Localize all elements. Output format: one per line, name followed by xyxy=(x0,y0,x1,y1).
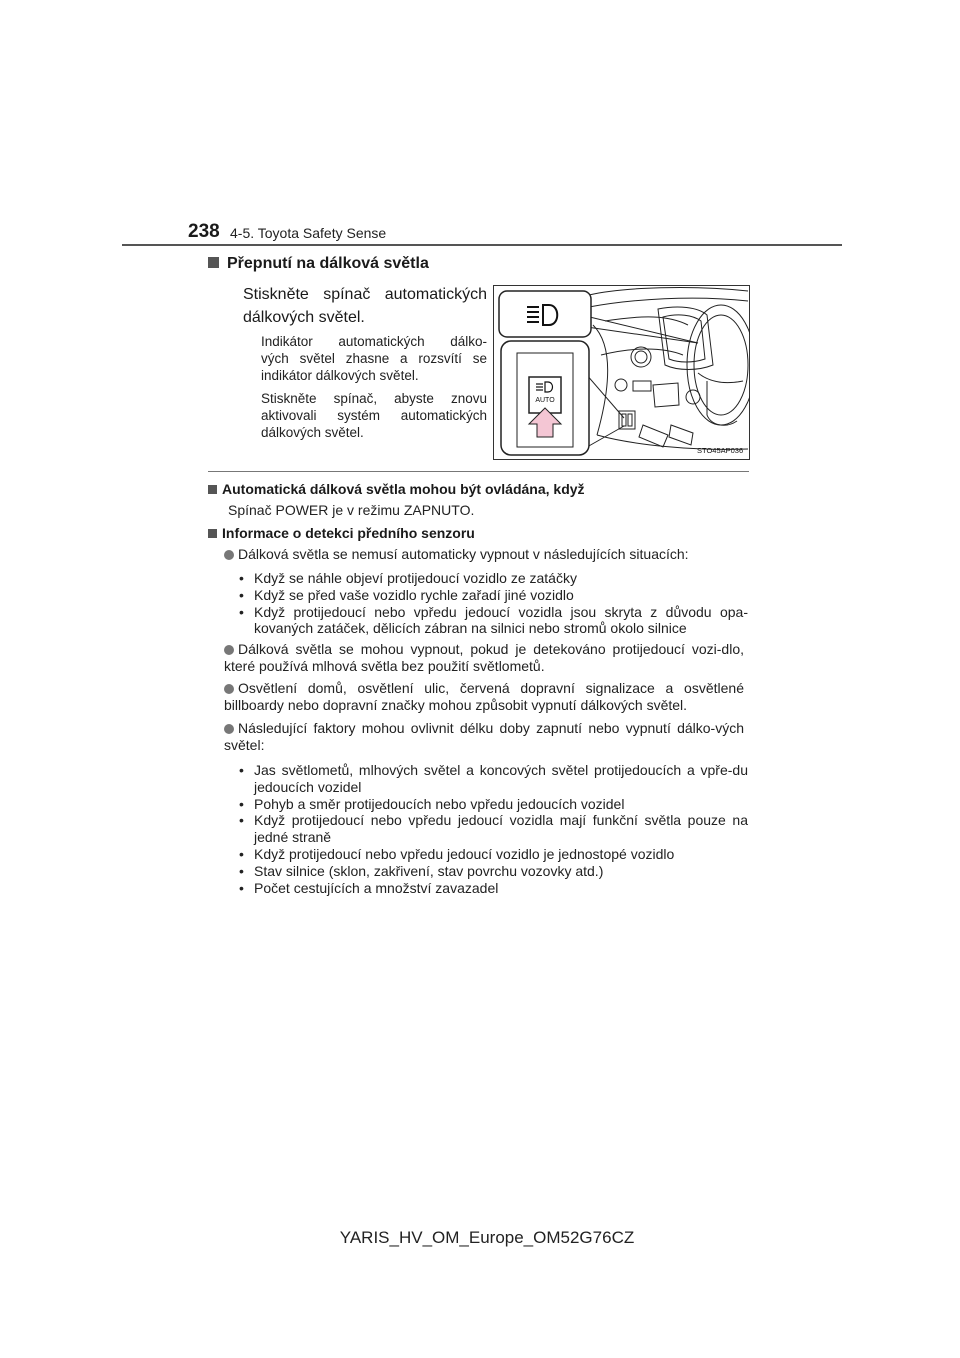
list-item: • Když protijedoucí nebo vpředu jedoucí vozidlo je jednostopé vozidlo xyxy=(238,846,748,863)
header-divider xyxy=(122,244,842,246)
circle-bullet-icon xyxy=(224,550,234,560)
bullet-paragraph xyxy=(224,641,744,675)
list-item: • Pohyb a směr protijedoucích nebo vpředu jedoucích vozidel xyxy=(238,796,748,813)
factor-list xyxy=(238,762,748,896)
circle-bullet-icon xyxy=(224,684,234,694)
step-instruction xyxy=(243,283,487,329)
dashboard-illustration xyxy=(493,285,750,460)
page-number: 238 xyxy=(188,221,220,242)
note-line: dálkových světel. xyxy=(261,425,364,440)
subheading-text: Informace o detekci předního senzoru xyxy=(222,525,475,541)
subheading-sensor xyxy=(208,525,475,541)
note-line: Stiskněte spínač, abyste znovu xyxy=(261,391,487,406)
footer xyxy=(0,1228,960,1248)
section-heading-text: Přepnutí na dálková světla xyxy=(227,255,429,272)
bullet-text: Následující faktory mohou ovlivnit délku doby zapnutí nebo vypnutí dálko-vých světel: xyxy=(224,720,744,753)
list-item: • Když se před vaše vozidlo rychle zařadí jiné vozidlo xyxy=(238,587,748,604)
note-line: indikátor dálkových světel. xyxy=(261,368,419,383)
bullet-paragraph xyxy=(224,680,744,714)
list-item: • Počet cestujících a množství zavazadel xyxy=(238,880,748,897)
note-reactivate xyxy=(261,390,487,441)
step-line: Stiskněte spínač automatických xyxy=(243,286,487,303)
note-indicator xyxy=(261,333,487,384)
chapter-title: 4-5. Toyota Safety Sense xyxy=(230,225,387,241)
condition-text: Spínač POWER je v režimu ZAPNUTO. xyxy=(228,502,475,518)
list-item: • Když protijedoucí nebo vpředu jedoucí vozidla mají funkční světla pouze na jedné straně xyxy=(238,812,748,846)
circle-bullet-icon xyxy=(224,724,234,734)
bullet-text: Dálková světla se mohou vypnout, pokud je detekováno protijedoucí vozi-dlo, které používá mlhová světla bez použití světlometů. xyxy=(224,641,744,674)
bullet-paragraph xyxy=(224,720,744,754)
circle-bullet-icon xyxy=(224,645,234,655)
note-line: aktivovali systém automatických xyxy=(261,408,487,423)
note-line: vých světel zhasne a rozsvítí se xyxy=(261,351,487,366)
subheading-conditions xyxy=(208,481,585,497)
square-bullet-icon xyxy=(208,485,217,494)
switch-label-auto: AUTO xyxy=(535,397,555,404)
illustration-code: STO45AP036 xyxy=(697,446,744,455)
document-code: YARIS_HV_OM_Europe_OM52G76CZ xyxy=(339,1228,635,1247)
step-line: dálkových světel. xyxy=(243,309,365,326)
list-item: • Když protijedoucí nebo vpředu jedoucí vozidla jsou skryta z důvodu opa-kovaných zatáček, dělicích zábran na silnici nebo stromů okolo silnice xyxy=(238,604,748,638)
bullet-text: Osvětlení domů, osvětlení ulic, červená dopravní signalizace a osvětlené billboardy nebo dopravní značky mohou způsobit vypnutí dálkových světel. xyxy=(224,680,744,713)
square-bullet-icon xyxy=(208,257,219,268)
list-item: • Stav silnice (sklon, zakřivení, stav povrchu vozovky atd.) xyxy=(238,863,748,880)
bullet-paragraph xyxy=(224,546,744,563)
subheading-text: Automatická dálková světla mohou být ovládána, když xyxy=(222,481,585,497)
list-item: • Jas světlometů, mlhových světel a koncových světel protijedoucích a vpře-du jedoucích vozidel xyxy=(238,762,748,796)
section-divider xyxy=(208,471,749,472)
section-heading xyxy=(208,255,429,273)
situation-list xyxy=(238,570,748,637)
note-line: Indikátor automatických dálko- xyxy=(261,334,487,349)
square-bullet-icon xyxy=(208,529,217,538)
list-item: • Když se náhle objeví protijedoucí vozidlo ze zatáčky xyxy=(238,570,748,587)
bullet-text: Dálková světla se nemusí automaticky vypnout v následujících situacích: xyxy=(238,546,689,562)
